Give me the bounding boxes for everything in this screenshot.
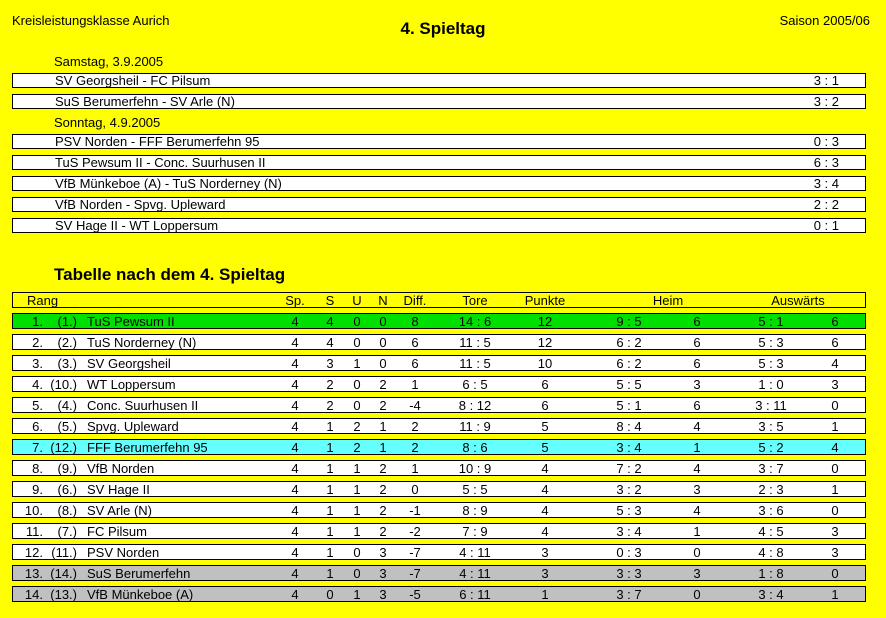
goal-diff: 2 <box>411 419 419 434</box>
goals: 4 : 11 <box>459 566 491 581</box>
wins: 1 <box>326 482 334 497</box>
home-goals: 3 : 2 <box>616 482 642 497</box>
points: 4 <box>541 524 549 539</box>
goals: 7 : 9 <box>462 524 488 539</box>
home-points: 6 <box>693 314 701 329</box>
rank: 13. <box>24 566 43 581</box>
home-points: 1 <box>693 440 701 455</box>
points: 12 <box>537 335 553 350</box>
losses: 2 <box>379 482 387 497</box>
match-pairing: VfB Münkeboe (A) - TuS Norderney (N) <box>55 176 282 191</box>
losses: 2 <box>379 377 387 392</box>
table-row <box>12 565 866 581</box>
wins: 2 <box>326 377 334 392</box>
team-name: SuS Berumerfehn <box>87 566 191 581</box>
draws: 1 <box>353 482 361 497</box>
prev-rank: (6.) <box>57 482 77 497</box>
rank: 11. <box>25 524 43 539</box>
prev-rank: (11.) <box>51 545 77 560</box>
points: 6 <box>541 377 549 392</box>
wins: 4 <box>326 335 334 350</box>
points: 3 <box>541 566 549 581</box>
away-goals: 3 : 5 <box>758 419 784 434</box>
points: 4 <box>541 482 549 497</box>
played: 4 <box>291 398 299 413</box>
away-points: 4 <box>831 356 839 371</box>
wins: 1 <box>326 440 334 455</box>
rank: 10. <box>24 503 43 518</box>
match-score: 3 : 2 <box>813 94 839 109</box>
match-row <box>12 94 866 109</box>
col-tore: Tore <box>462 293 488 308</box>
points: 4 <box>541 503 549 518</box>
home-goals: 5 : 3 <box>616 503 642 518</box>
team-name: SV Georgsheil <box>87 356 171 371</box>
home-points: 4 <box>693 503 701 518</box>
goals: 11 : 9 <box>459 419 491 434</box>
away-points: 0 <box>831 461 839 476</box>
table-row <box>12 418 866 434</box>
home-goals: 3 : 4 <box>616 524 642 539</box>
draws: 2 <box>353 440 361 455</box>
points: 3 <box>541 545 549 560</box>
home-goals: 8 : 4 <box>616 419 642 434</box>
prev-rank: (7.) <box>57 524 77 539</box>
wins: 1 <box>326 461 334 476</box>
match-pairing: SV Georgsheil - FC Pilsum <box>55 73 211 88</box>
played: 4 <box>291 377 299 392</box>
goal-diff: -5 <box>409 587 421 602</box>
page-header <box>0 0 886 44</box>
played: 4 <box>291 503 299 518</box>
rank: 3. <box>32 356 43 371</box>
losses: 3 <box>379 545 387 560</box>
goal-diff: -7 <box>409 545 421 560</box>
away-goals: 5 : 2 <box>758 440 784 455</box>
match-score: 0 : 1 <box>813 218 839 233</box>
away-goals: 3 : 4 <box>758 587 784 602</box>
home-goals: 6 : 2 <box>616 335 642 350</box>
goal-diff: -7 <box>409 566 421 581</box>
table-header-row <box>12 292 866 308</box>
goals: 5 : 5 <box>462 482 488 497</box>
match-pairing: TuS Pewsum II - Conc. Suurhusen II <box>55 155 266 170</box>
table-row <box>12 397 866 413</box>
col-sp: Sp. <box>285 293 305 308</box>
table-row <box>12 334 866 350</box>
matchday-title: 4. Spieltag <box>400 19 486 38</box>
away-points: 3 <box>831 545 839 560</box>
away-points: 3 <box>831 524 839 539</box>
prev-rank: (13.) <box>50 587 77 602</box>
wins: 1 <box>326 524 334 539</box>
home-goals: 3 : 4 <box>616 440 642 455</box>
col-s: S <box>325 293 335 308</box>
away-goals: 5 : 3 <box>758 335 784 350</box>
away-goals: 4 : 8 <box>758 545 784 560</box>
home-points: 6 <box>693 335 701 350</box>
rank: 5. <box>32 398 43 413</box>
match-row <box>12 176 866 191</box>
home-points: 6 <box>693 356 701 371</box>
losses: 2 <box>379 461 387 476</box>
match-score: 3 : 4 <box>813 176 839 191</box>
table-row <box>12 481 866 497</box>
match-row <box>12 155 866 170</box>
goals: 8 : 9 <box>462 503 488 518</box>
table-row <box>12 376 866 392</box>
match-score: 3 : 1 <box>813 73 839 88</box>
table-title: Tabelle nach dem 4. Spieltag <box>54 265 286 284</box>
goals: 11 : 5 <box>459 335 491 350</box>
goals: 6 : 5 <box>462 377 488 392</box>
home-goals: 6 : 2 <box>616 356 642 371</box>
match-pairing: PSV Norden - FFF Berumerfehn 95 <box>55 134 260 149</box>
match-row <box>12 134 866 149</box>
home-goals: 3 : 3 <box>616 566 642 581</box>
wins: 1 <box>326 545 334 560</box>
goal-diff: 2 <box>411 440 419 455</box>
rank: 1. <box>32 314 43 329</box>
draws: 1 <box>353 524 361 539</box>
losses: 2 <box>379 503 387 518</box>
draws: 0 <box>353 566 361 581</box>
played: 4 <box>291 440 299 455</box>
away-goals: 1 : 8 <box>758 566 784 581</box>
losses: 0 <box>379 356 387 371</box>
away-points: 6 <box>831 314 839 329</box>
played: 4 <box>291 356 299 371</box>
col-auswaerts: Auswärts <box>771 293 825 308</box>
goals: 8 : 12 <box>458 398 492 413</box>
col-rang: Rang <box>27 293 59 308</box>
goal-diff: 6 <box>411 356 419 371</box>
away-goals: 2 : 3 <box>758 482 784 497</box>
rank: 14. <box>24 587 43 602</box>
played: 4 <box>291 524 299 539</box>
played: 4 <box>291 566 299 581</box>
draws: 1 <box>353 356 361 371</box>
away-points: 6 <box>831 335 839 350</box>
rank: 7. <box>32 440 43 455</box>
goal-diff: 0 <box>411 482 419 497</box>
away-goals: 5 : 3 <box>758 356 784 371</box>
table-row <box>12 313 866 329</box>
table-row <box>12 460 866 476</box>
team-name: PSV Norden <box>87 545 160 560</box>
home-points: 6 <box>693 398 701 413</box>
draws: 2 <box>353 419 361 434</box>
losses: 0 <box>379 335 387 350</box>
prev-rank: (8.) <box>57 503 77 518</box>
team-name: FC Pilsum <box>87 524 147 539</box>
points: 10 <box>537 356 553 371</box>
prev-rank: (3.) <box>57 356 77 371</box>
goals: 4 : 11 <box>459 545 491 560</box>
away-points: 4 <box>831 440 839 455</box>
played: 4 <box>291 419 299 434</box>
home-points: 3 <box>693 377 701 392</box>
match-row <box>12 73 866 88</box>
goals: 14 : 6 <box>458 314 492 329</box>
home-goals: 5 : 1 <box>616 398 642 413</box>
goal-diff: 1 <box>411 461 419 476</box>
goal-diff: 8 <box>411 314 419 329</box>
match-pairing: SuS Berumerfehn - SV Arle (N) <box>55 94 235 109</box>
table-row <box>12 544 866 560</box>
away-goals: 3 : 6 <box>758 503 784 518</box>
table-row <box>12 523 866 539</box>
goals: 8 : 6 <box>462 440 488 455</box>
match-score: 6 : 3 <box>813 155 839 170</box>
day-label: Sonntag, 4.9.2005 <box>54 115 161 130</box>
home-goals: 7 : 2 <box>616 461 642 476</box>
prev-rank: (12.) <box>50 440 77 455</box>
wins: 1 <box>326 419 334 434</box>
losses: 0 <box>379 314 387 329</box>
match-row <box>12 197 866 212</box>
away-points: 0 <box>831 503 839 518</box>
losses: 1 <box>379 419 387 434</box>
rank: 12. <box>24 545 43 560</box>
prev-rank: (14.) <box>50 566 77 581</box>
draws: 1 <box>353 587 361 602</box>
goal-diff: -4 <box>409 398 421 413</box>
home-points: 1 <box>693 524 701 539</box>
away-goals: 5 : 1 <box>758 314 784 329</box>
away-points: 3 <box>831 377 839 392</box>
goal-diff: 6 <box>411 335 419 350</box>
wins: 1 <box>326 566 334 581</box>
home-points: 0 <box>693 545 701 560</box>
away-goals: 1 : 0 <box>758 377 784 392</box>
away-points: 1 <box>831 419 839 434</box>
season-label: Saison 2005/06 <box>779 13 870 28</box>
played: 4 <box>291 461 299 476</box>
team-name: Conc. Suurhusen II <box>87 398 199 413</box>
wins: 4 <box>326 314 334 329</box>
away-goals: 4 : 5 <box>758 524 784 539</box>
goals: 11 : 5 <box>459 356 491 371</box>
home-points: 3 <box>693 482 701 497</box>
wins: 2 <box>326 398 334 413</box>
losses: 2 <box>379 524 387 539</box>
team-name: VfB Münkeboe (A) <box>87 587 194 602</box>
team-name: SV Hage II <box>87 482 150 497</box>
points: 12 <box>537 314 553 329</box>
draws: 1 <box>353 461 361 476</box>
wins: 3 <box>326 356 334 371</box>
points: 5 <box>541 440 549 455</box>
team-name: Spvg. Upleward <box>87 419 179 434</box>
rank: 8. <box>32 461 43 476</box>
prev-rank: (2.) <box>57 335 77 350</box>
away-points: 0 <box>831 566 839 581</box>
match-pairing: VfB Norden - Spvg. Upleward <box>55 197 226 212</box>
wins: 1 <box>326 503 334 518</box>
goals: 10 : 9 <box>458 461 492 476</box>
rank: 2. <box>32 335 43 350</box>
table-row <box>12 502 866 518</box>
goal-diff: -2 <box>409 524 421 539</box>
col-u: U <box>352 293 362 308</box>
home-goals: 3 : 7 <box>616 587 642 602</box>
points: 5 <box>541 419 549 434</box>
col-n: N <box>378 293 388 308</box>
goal-diff: -1 <box>409 503 421 518</box>
team-name: FFF Berumerfehn 95 <box>87 440 208 455</box>
team-name: WT Loppersum <box>87 377 176 392</box>
played: 4 <box>291 335 299 350</box>
points: 4 <box>541 461 549 476</box>
match-score: 0 : 3 <box>813 134 839 149</box>
team-name: TuS Pewsum II <box>87 314 175 329</box>
draws: 0 <box>353 377 361 392</box>
team-name: TuS Norderney (N) <box>87 335 197 350</box>
prev-rank: (5.) <box>57 419 77 434</box>
prev-rank: (9.) <box>57 461 77 476</box>
day-label: Samstag, 3.9.2005 <box>54 54 164 69</box>
played: 4 <box>291 314 299 329</box>
losses: 2 <box>379 398 387 413</box>
match-pairing: SV Hage II - WT Loppersum <box>55 218 219 233</box>
rank: 4. <box>32 377 43 392</box>
team-name: SV Arle (N) <box>87 503 153 518</box>
league-name: Kreisleistungsklasse Aurich <box>12 13 170 28</box>
team-name: VfB Norden <box>87 461 155 476</box>
draws: 0 <box>353 335 361 350</box>
home-goals: 0 : 3 <box>616 545 642 560</box>
points: 6 <box>541 398 549 413</box>
wins: 0 <box>326 587 334 602</box>
draws: 0 <box>353 545 361 560</box>
prev-rank: (1.) <box>57 314 77 329</box>
home-goals: 9 : 5 <box>616 314 642 329</box>
losses: 3 <box>379 566 387 581</box>
home-points: 3 <box>693 566 701 581</box>
points: 1 <box>541 587 549 602</box>
away-points: 1 <box>831 482 839 497</box>
rank: 9. <box>32 482 43 497</box>
table-row <box>12 355 866 371</box>
rank: 6. <box>32 419 43 434</box>
col-diff: Diff. <box>403 293 427 308</box>
played: 4 <box>291 482 299 497</box>
played: 4 <box>291 587 299 602</box>
losses: 3 <box>379 587 387 602</box>
home-points: 0 <box>693 587 701 602</box>
played: 4 <box>291 545 299 560</box>
table-row <box>12 439 866 455</box>
draws: 0 <box>353 314 361 329</box>
goal-diff: 1 <box>411 377 419 392</box>
away-points: 0 <box>831 398 839 413</box>
home-points: 4 <box>693 419 701 434</box>
match-score: 2 : 2 <box>813 197 839 212</box>
goals: 6 : 11 <box>459 587 491 602</box>
away-goals: 3 : 7 <box>758 461 784 476</box>
losses: 1 <box>379 440 387 455</box>
prev-rank: (4.) <box>57 398 77 413</box>
home-points: 4 <box>693 461 701 476</box>
draws: 1 <box>353 503 361 518</box>
col-heim: Heim <box>652 293 684 308</box>
away-points: 1 <box>831 587 839 602</box>
home-goals: 5 : 5 <box>616 377 642 392</box>
away-goals: 3 : 11 <box>755 398 787 413</box>
table-row <box>12 586 866 602</box>
col-punkte: Punkte <box>524 293 566 308</box>
draws: 0 <box>353 398 361 413</box>
match-row <box>12 218 866 233</box>
prev-rank: (10.) <box>50 377 77 392</box>
